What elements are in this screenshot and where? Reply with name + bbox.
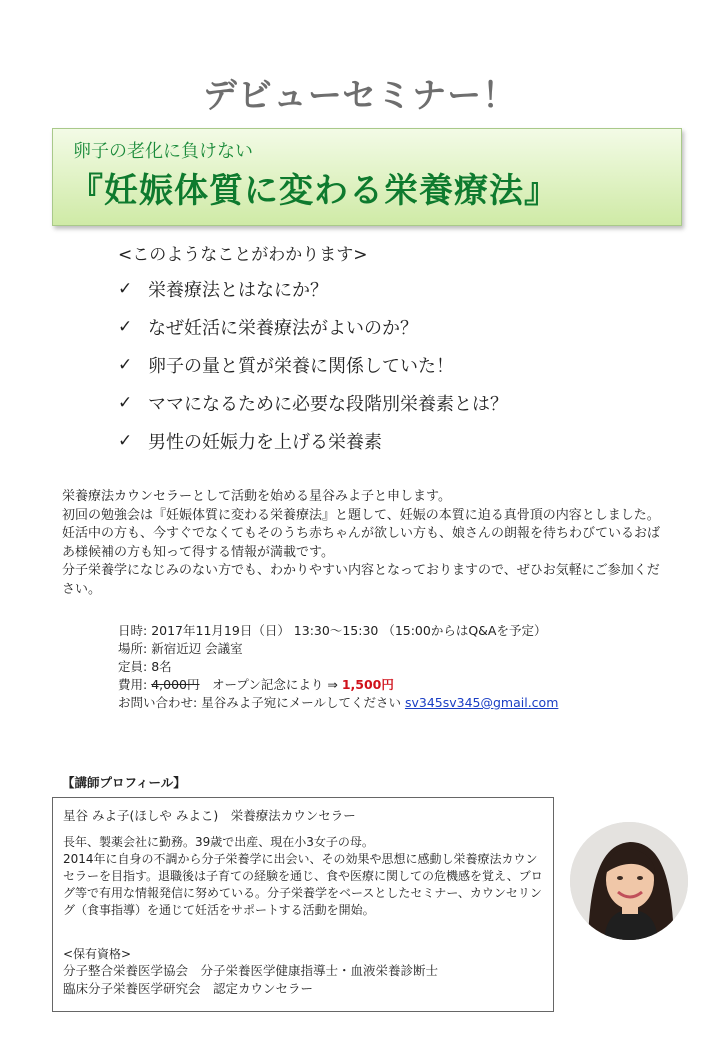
fee-new-price: 1,500円 — [341, 677, 394, 692]
capacity-value: 8名 — [151, 659, 172, 674]
intro-heading: <このようなことがわかります> — [118, 245, 368, 265]
checkmark-icon: ✓ — [118, 279, 133, 299]
list-item — [118, 422, 508, 460]
topic-text: ママになるために必要な段階別栄養素とは？ — [148, 394, 508, 415]
checkmark-icon: ✓ — [118, 355, 133, 375]
banner-main-title: 『妊娠体質に変わる栄養療法』 — [69, 171, 559, 211]
description — [62, 488, 672, 599]
profile-name-row — [63, 806, 356, 824]
date-value: 2017年11月19日（日） 13:30～15:30 （15:00からはQ&Aを予定） — [151, 623, 547, 638]
date-label: 日時: — [118, 623, 148, 638]
capacity-row — [118, 658, 558, 676]
list-item — [118, 270, 508, 308]
bio-paragraph: 長年、製薬会社に勤務。39歳で出産、現在小3女子の母。 — [63, 835, 374, 849]
profile-name: 星谷 みよ子(ほしや みよこ) — [63, 808, 219, 823]
cert-item: 臨床分子栄養医学研究会 認定カウンセラー — [63, 981, 314, 996]
checkmark-icon: ✓ — [118, 431, 133, 451]
profile-box — [52, 797, 554, 1012]
cert-heading: <保有資格> — [63, 947, 132, 961]
topic-text: 栄養療法とはなにか？ — [148, 280, 328, 301]
cert-list — [63, 962, 438, 998]
contact-row — [118, 694, 558, 712]
profile-heading: 【講師プロフィール】 — [62, 775, 186, 790]
event-details — [118, 622, 558, 712]
place-label: 場所: — [118, 641, 148, 656]
fee-note: オープン記念により ⇒ — [212, 677, 338, 692]
contact-label: お問い合わせ: — [118, 695, 198, 710]
list-item — [118, 346, 508, 384]
topic-list — [118, 270, 508, 460]
place-row — [118, 640, 558, 658]
profile-role: 栄養療法カウンセラー — [230, 808, 356, 823]
profile-photo — [570, 822, 688, 940]
description-paragraph: 初回の勉強会は『妊娠体質に変わる栄養療法』と題して、妊娠の本質に迫る真骨頂の内容としました。妊活中の方も、今すぐでなくてもそのうち赤ちゃんが欲しい方も、娘さんの朗報を待ちわびているおばあ様候補の方も知って得する情報が満載です。 — [62, 507, 661, 560]
checkmark-icon: ✓ — [118, 317, 133, 337]
bio-paragraph: 2014年に自身の不調から分子栄養学に出会い、その効果や思想に感動し栄養療法カウンセラーを目指す。退職後は子育ての経験を通じ、食や医療に関しての危機感を覚え、ブログ等で有用な情報発信に努めている。分子栄養学をベースとしたセミナー、カウンセリング（食事指導）を通じて妊活をサポートする活動を開始。 — [63, 852, 543, 917]
contact-email-link[interactable]: sv345sv345@gmail.com — [404, 695, 559, 710]
list-item — [118, 308, 508, 346]
contact-text: 星谷みよ子宛にメールしてください — [201, 695, 401, 710]
date-row — [118, 622, 558, 640]
cert-item: 分子整合栄養医学協会 分子栄養医学健康指導士・血液栄養診断士 — [63, 963, 439, 978]
title-banner — [52, 128, 682, 226]
portrait-image — [570, 822, 688, 940]
fee-label: 費用: — [118, 677, 148, 692]
profile-bio — [63, 834, 547, 919]
page-title: デビューセミナー！ — [202, 76, 518, 116]
list-item — [118, 384, 508, 422]
capacity-label: 定員: — [118, 659, 148, 674]
banner-subtitle: 卵子の老化に負けない — [73, 141, 253, 162]
topic-text: なぜ妊活に栄養療法がよいのか？ — [148, 318, 418, 339]
topic-text: 卵子の量と質が栄養に関係していた！ — [148, 356, 454, 377]
checkmark-icon: ✓ — [118, 393, 133, 413]
fee-row — [118, 676, 558, 694]
description-paragraph: 分子栄養学になじみのない方でも、わかりやすい内容となっておりますので、ぜひお気軽にご参加ください。 — [62, 563, 660, 597]
fee-old-price: 4,000円 — [151, 677, 200, 692]
topic-text: 男性の妊娠力を上げる栄養素 — [148, 432, 382, 453]
description-paragraph: 栄養療法カウンセラーとして活動を始める星谷みよ子と申します。 — [62, 489, 451, 504]
place-value: 新宿近辺 会議室 — [151, 641, 243, 656]
